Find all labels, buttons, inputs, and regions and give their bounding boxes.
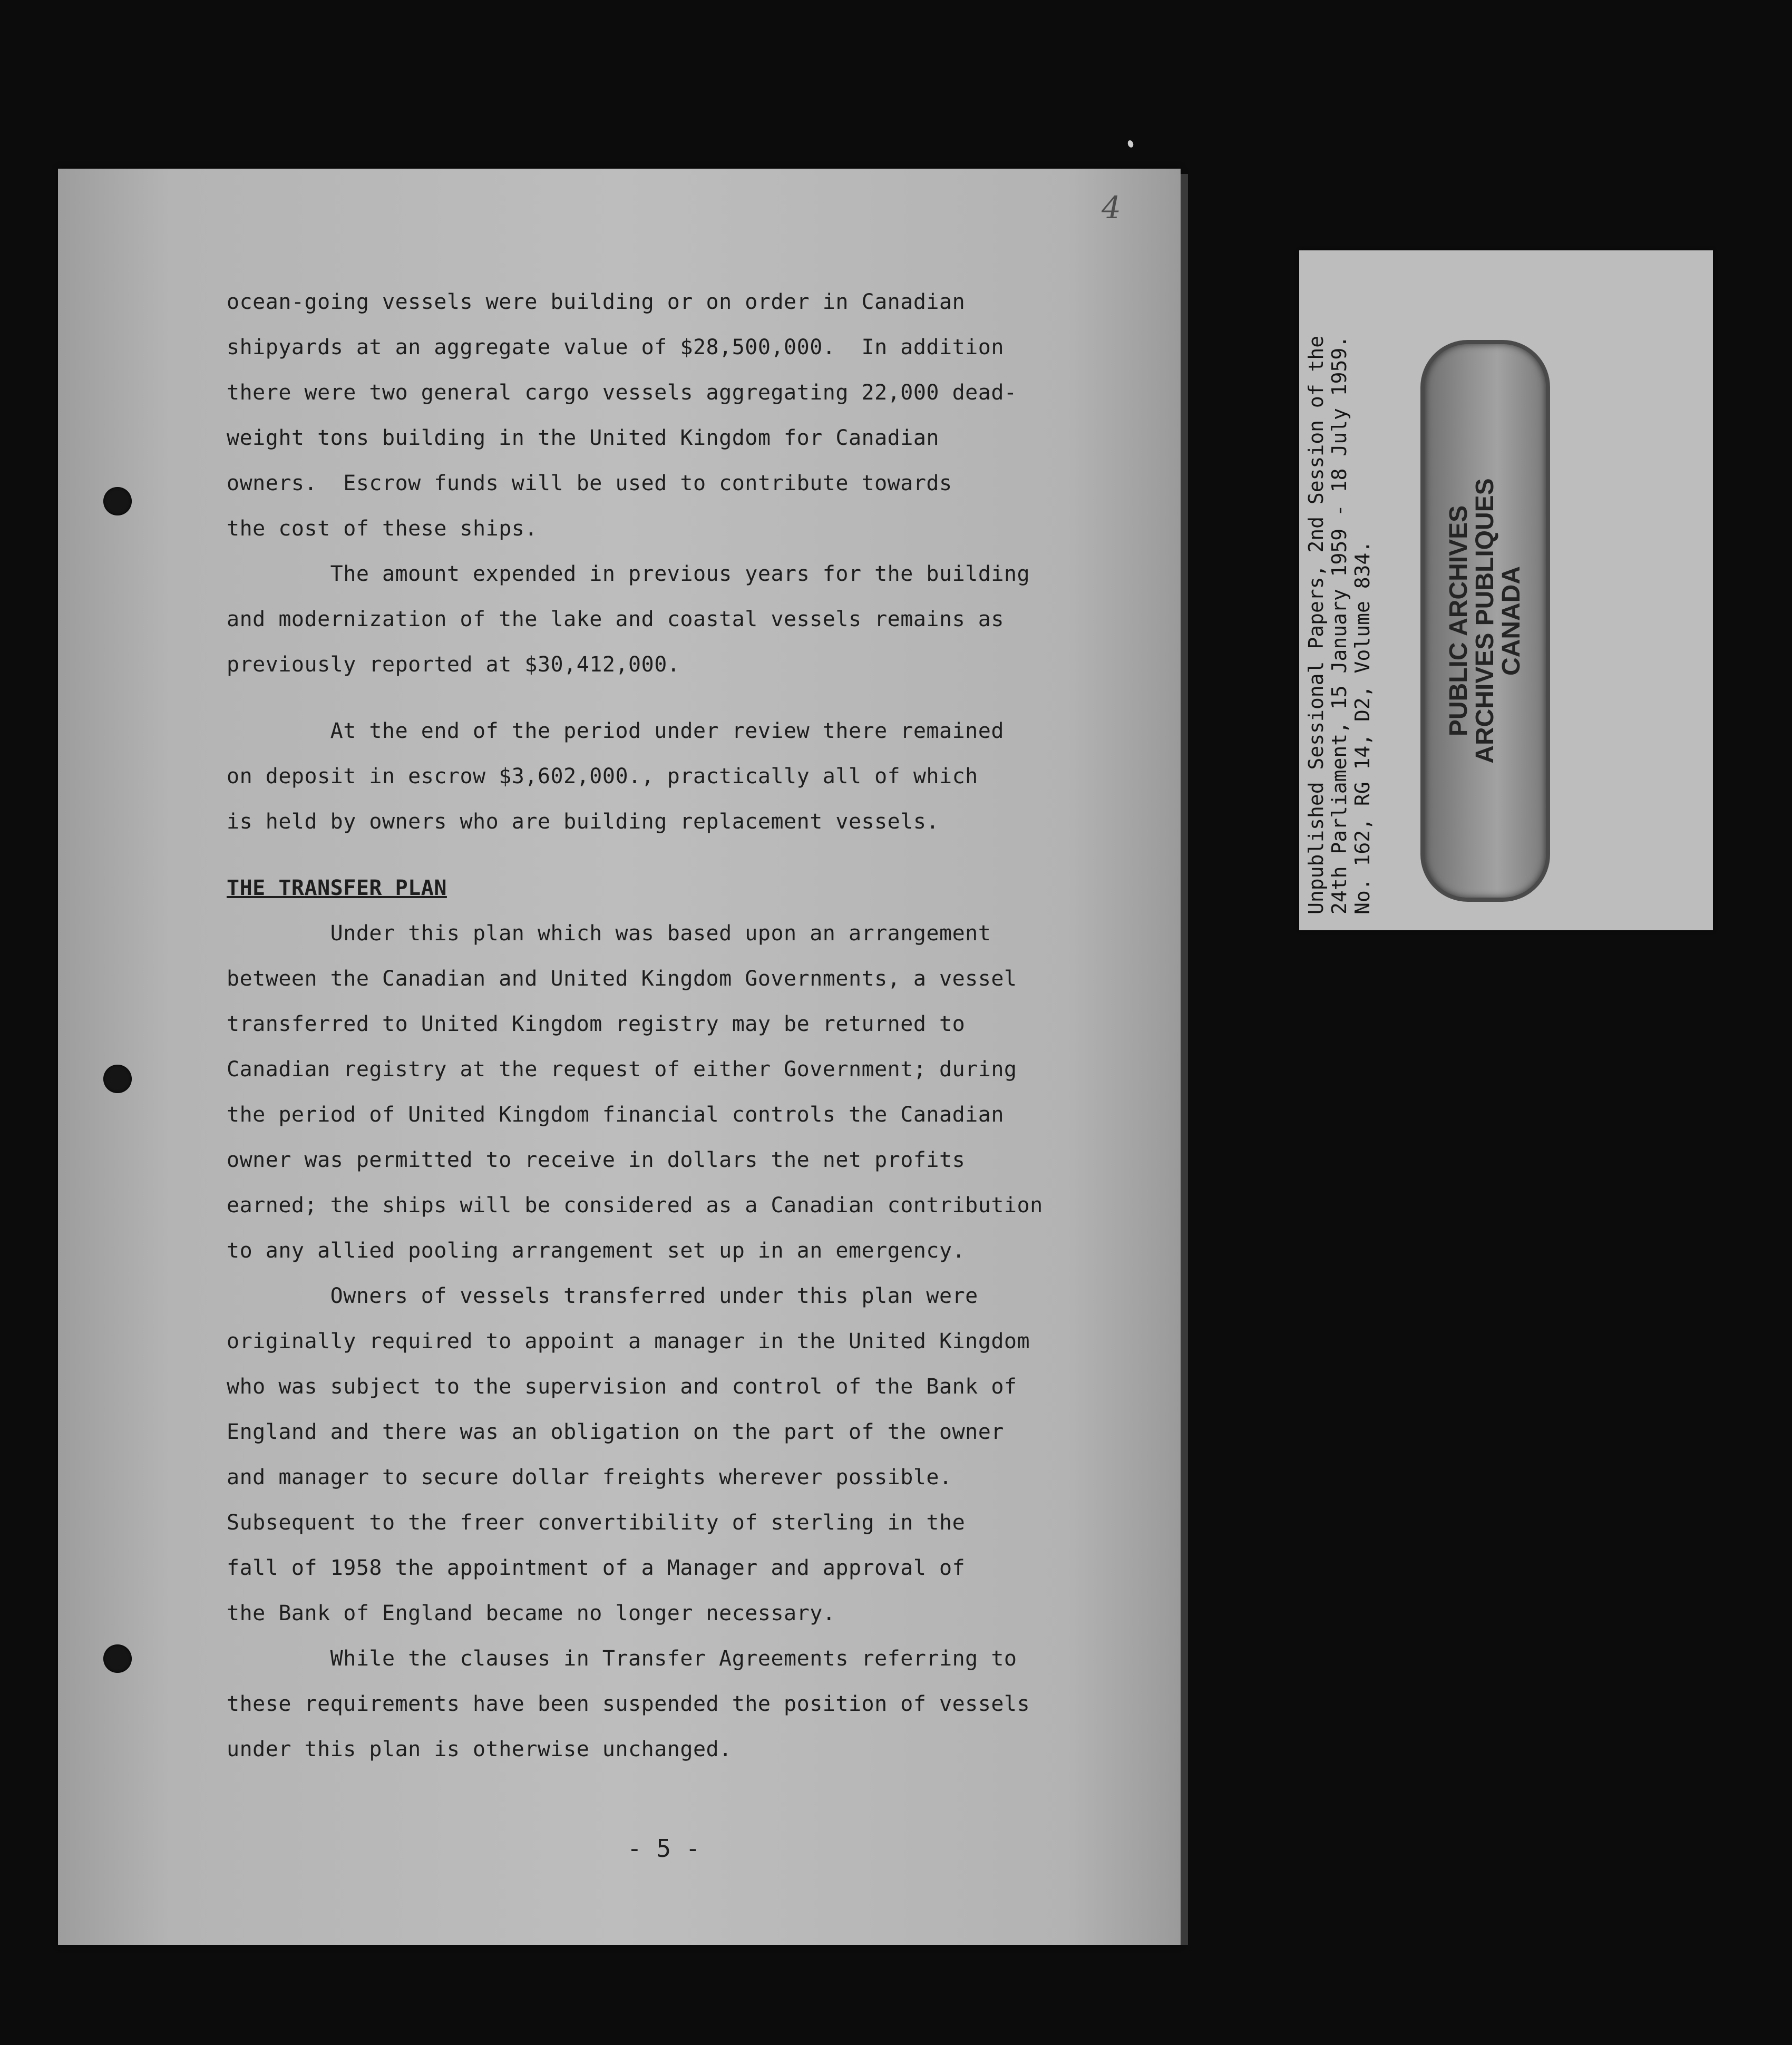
page-number: - 5 - <box>627 1834 700 1863</box>
citation-line: 24th Parliament, 15 January 1959 - 18 July 1959. <box>1328 335 1351 914</box>
text-line: transferred to United Kingdom registry may be returned to <box>227 1012 966 1036</box>
citation-line: No. 162, RG 14, D2, Volume 834. <box>1351 540 1374 914</box>
archive-label-card <box>1299 250 1713 930</box>
text-line: weight tons building in the United Kingdom for Canadian <box>227 426 940 450</box>
text-line: there were two general cargo vessels aggregating 22,000 dead- <box>227 381 1017 405</box>
archives-stamp <box>1420 340 1550 902</box>
text-line: Owners of vessels transferred under this plan were <box>227 1284 978 1308</box>
paragraph <box>227 911 1165 1273</box>
text-line: earned; the ships will be considered as a Canadian contribution <box>227 1193 1043 1218</box>
text-line: owner was permitted to receive in dollars the net profits <box>227 1148 966 1172</box>
text-line: between the Canadian and United Kingdom Governments, a vessel <box>227 967 1017 991</box>
stamp-line: ARCHIVES PUBLIQUES <box>1471 478 1499 764</box>
dust-speck <box>1127 140 1134 149</box>
text-line: on deposit in escrow $3,602,000., practically all of which <box>227 764 978 788</box>
punch-hole-bottom <box>103 1644 132 1673</box>
text-line: and manager to secure dollar freights wherever possible. <box>227 1465 952 1489</box>
stamp-line: CANADA <box>1497 566 1525 676</box>
text-line: the cost of these ships. <box>227 517 538 541</box>
section-heading: THE TRANSFER PLAN <box>227 876 447 900</box>
paragraph <box>227 551 1165 687</box>
text-line: Subsequent to the freer convertibility of sterling in the <box>227 1511 966 1535</box>
paragraph <box>227 1636 1165 1772</box>
text-line: previously reported at $30,412,000. <box>227 653 680 677</box>
stamp-text <box>1446 384 1525 858</box>
text-line: Canadian registry at the request of either Government; during <box>227 1057 1017 1082</box>
paragraph-gap <box>227 844 1165 865</box>
text-line: the period of United Kingdom financial controls the Canadian <box>227 1103 1004 1127</box>
text-line: under this plan is otherwise unchanged. <box>227 1737 732 1761</box>
paragraph <box>227 708 1165 844</box>
paragraph <box>227 1273 1165 1636</box>
text-line: and modernization of the lake and coastal vessels remains as <box>227 607 1004 631</box>
text-line: shipyards at an aggregate value of $28,500,000. In addition <box>227 335 1004 359</box>
text-line: Under this plan which was based upon an arrangement <box>227 921 991 946</box>
text-line: to any allied pooling arrangement set up in an emergency. <box>227 1239 966 1263</box>
text-line: the Bank of England became no longer necessary. <box>227 1601 836 1625</box>
citation-line: Unpublished Sessional Papers, 2nd Session of the <box>1304 335 1328 914</box>
text-line: owners. Escrow funds will be used to contribute towards <box>227 471 952 495</box>
document-page <box>58 169 1181 1945</box>
text-line: England and there was an obligation on the part of the owner <box>227 1420 1004 1444</box>
archive-citation <box>1304 261 1374 914</box>
text-line: is held by owners who are building replacement vessels. <box>227 810 940 834</box>
stamp-line: PUBLIC ARCHIVES <box>1445 505 1473 737</box>
text-line: The amount expended in previous years for the building <box>227 562 1030 586</box>
document-body <box>227 279 1165 1772</box>
paragraph-gap <box>227 687 1165 708</box>
text-line: who was subject to the supervision and control of the Bank of <box>227 1375 1017 1399</box>
text-line: these requirements have been suspended the position of vessels <box>227 1692 1030 1716</box>
text-line: At the end of the period under review there remained <box>227 719 1004 743</box>
punch-hole-top <box>103 487 132 515</box>
text-line: While the clauses in Transfer Agreements referring to <box>227 1647 1017 1671</box>
paragraph <box>227 279 1165 551</box>
handwritten-page-mark: 4 <box>1102 190 1121 226</box>
punch-hole-middle <box>103 1065 132 1093</box>
text-line: ocean-going vessels were building or on order in Canadian <box>227 290 966 314</box>
text-line: fall of 1958 the appointment of a Manager and approval of <box>227 1556 966 1580</box>
text-line: originally required to appoint a manager in the United Kingdom <box>227 1329 1030 1353</box>
